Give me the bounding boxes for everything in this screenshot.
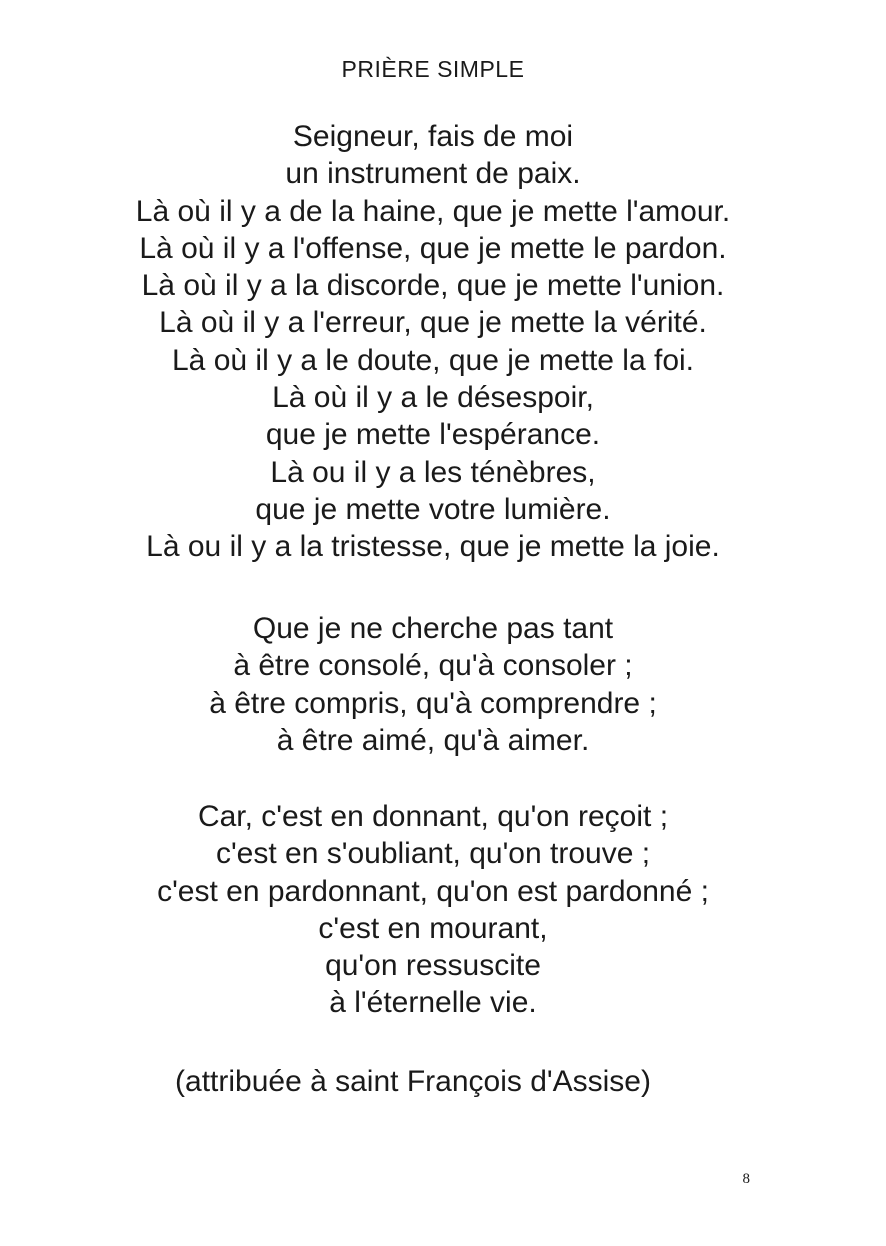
page-number: 8 — [742, 1171, 750, 1187]
verse-line: Là où il y a l'offense, que je mette le pardon. — [139, 231, 727, 265]
verse-line: c'est en s'oubliant, qu'on trouve ; — [215, 837, 651, 871]
verse-line: un instrument de paix. — [285, 157, 581, 191]
verse-line: à être consolé, qu'à consoler ; — [233, 649, 633, 683]
stanza-1 — [0, 118, 866, 566]
verse-line: c'est en pardonnant, qu'on est pardonné ; — [157, 874, 709, 908]
verse-line: que je mette votre lumière. — [255, 492, 611, 526]
verse-line: Là où il y a le doute, que je mette la foi. — [172, 343, 694, 377]
verse-line: Là ou il y a les ténèbres, — [270, 455, 596, 489]
verse-line: Là où il y a l'erreur, que je mette la vérité. — [159, 306, 707, 340]
attribution: (attribuée à saint François d'Assise) — [175, 1065, 651, 1098]
verse-line: Là où il y a de la haine, que je mette l'amour. — [135, 194, 731, 228]
verse-line: Là où il y a la discorde, que je mette l'union. — [141, 269, 725, 303]
verse-line: Là ou il y a la tristesse, que je mette la joie. — [146, 530, 720, 564]
stanza-3 — [0, 798, 866, 1022]
verse-line: Que je ne cherche pas tant — [252, 612, 614, 645]
verse-line: à être compris, qu'à comprendre ; — [209, 686, 657, 720]
stanza-2 — [0, 610, 866, 759]
verse-line: Seigneur, fais de moi — [292, 120, 574, 153]
verse-line: à être aimé, qu'à aimer. — [276, 723, 590, 757]
verse-line: qu'on ressuscite — [325, 949, 541, 983]
page-title: PRIÈRE SIMPLE — [341, 56, 525, 82]
verse-line: c'est en mourant, — [318, 911, 548, 945]
verse-line: que je mette l'espérance. — [265, 418, 601, 452]
verse-line: Car, c'est en donnant, qu'on reçoit ; — [197, 800, 669, 833]
verse-line: Là où il y a le désespoir, — [272, 381, 594, 415]
verse-line: à l'éternelle vie. — [329, 986, 537, 1020]
